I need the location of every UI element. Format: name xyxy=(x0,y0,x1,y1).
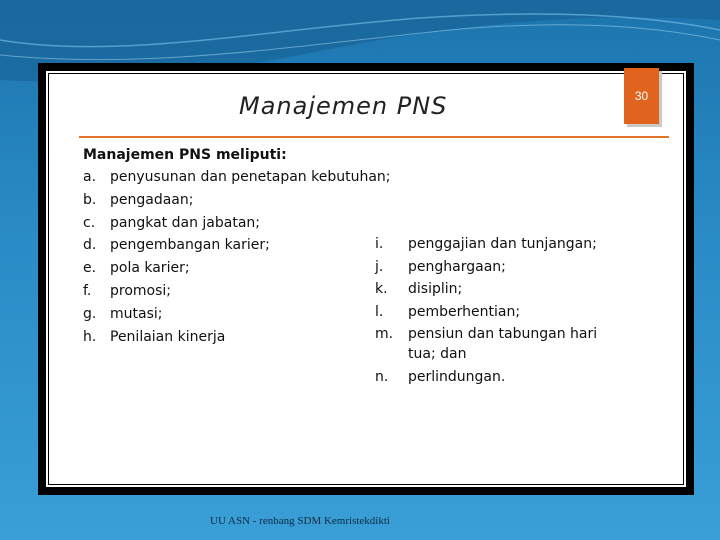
list-item-letter: i. xyxy=(375,236,384,252)
page-number-badge xyxy=(624,68,659,124)
slide-title: Manajemen PNS xyxy=(239,92,448,120)
slide-content-area xyxy=(48,73,684,485)
list-item xyxy=(83,257,391,280)
title-underline xyxy=(79,136,669,138)
list-item-letter: m. xyxy=(375,326,394,342)
list-item-letter: f. xyxy=(83,282,92,299)
list-item xyxy=(83,303,391,326)
list-item xyxy=(375,367,613,387)
list-item-letter: j. xyxy=(375,258,384,275)
list-item xyxy=(83,280,391,303)
list-item-text: promosi; xyxy=(110,282,172,299)
list-item-letter: c. xyxy=(83,214,96,231)
list-item xyxy=(375,324,613,364)
list-item-text: penggajian dan tunjangan; xyxy=(408,236,597,252)
list-item-text: Penilaian kinerja xyxy=(110,328,226,345)
list-item-letter: k. xyxy=(375,281,388,297)
list-item xyxy=(83,234,391,257)
slide-footer: UU ASN - renbang SDM Kemristekdikti xyxy=(210,515,390,527)
list-item-letter: g. xyxy=(83,305,97,322)
list-item xyxy=(83,326,391,349)
list-item-letter: a. xyxy=(83,169,97,185)
list-item xyxy=(375,234,613,254)
list-item-letter: l. xyxy=(375,303,384,320)
list-item-text: pengadaan; xyxy=(110,191,194,208)
list-item-text: mutasi; xyxy=(110,305,163,322)
list-item-letter: d. xyxy=(83,237,97,254)
list-item-text: penyusunan dan penetapan kebutuhan; xyxy=(110,169,391,185)
list-item-letter: e. xyxy=(83,260,97,277)
list-heading: Manajemen PNS meliputi: xyxy=(83,147,287,163)
list-item-text: pemberhentian; xyxy=(408,303,521,320)
left-list xyxy=(83,144,391,348)
list-item xyxy=(83,212,391,235)
list-item-text: disiplin; xyxy=(408,281,463,297)
list-item-text: pola karier; xyxy=(110,260,190,277)
list-item-text: pangkat dan jabatan; xyxy=(110,214,260,231)
page-number: 30 xyxy=(634,89,649,103)
list-item xyxy=(375,279,613,299)
list-item-text: pengembangan karier; xyxy=(110,237,270,254)
slide-panel xyxy=(44,69,688,489)
list-item xyxy=(83,166,391,189)
list-item xyxy=(83,189,391,212)
list-item-letter: b. xyxy=(83,191,97,208)
list-item-letter: h. xyxy=(83,328,97,345)
list-item-text: perlindungan. xyxy=(408,368,506,385)
list-item xyxy=(375,257,613,277)
slide-frame xyxy=(38,63,694,495)
list-item-text: penghargaan; xyxy=(408,258,506,275)
list-item-letter: n. xyxy=(375,368,389,385)
list-item-text: pensiun dan tabungan hari tua; dan xyxy=(408,326,598,362)
right-list xyxy=(375,234,613,389)
list-item xyxy=(375,302,613,322)
